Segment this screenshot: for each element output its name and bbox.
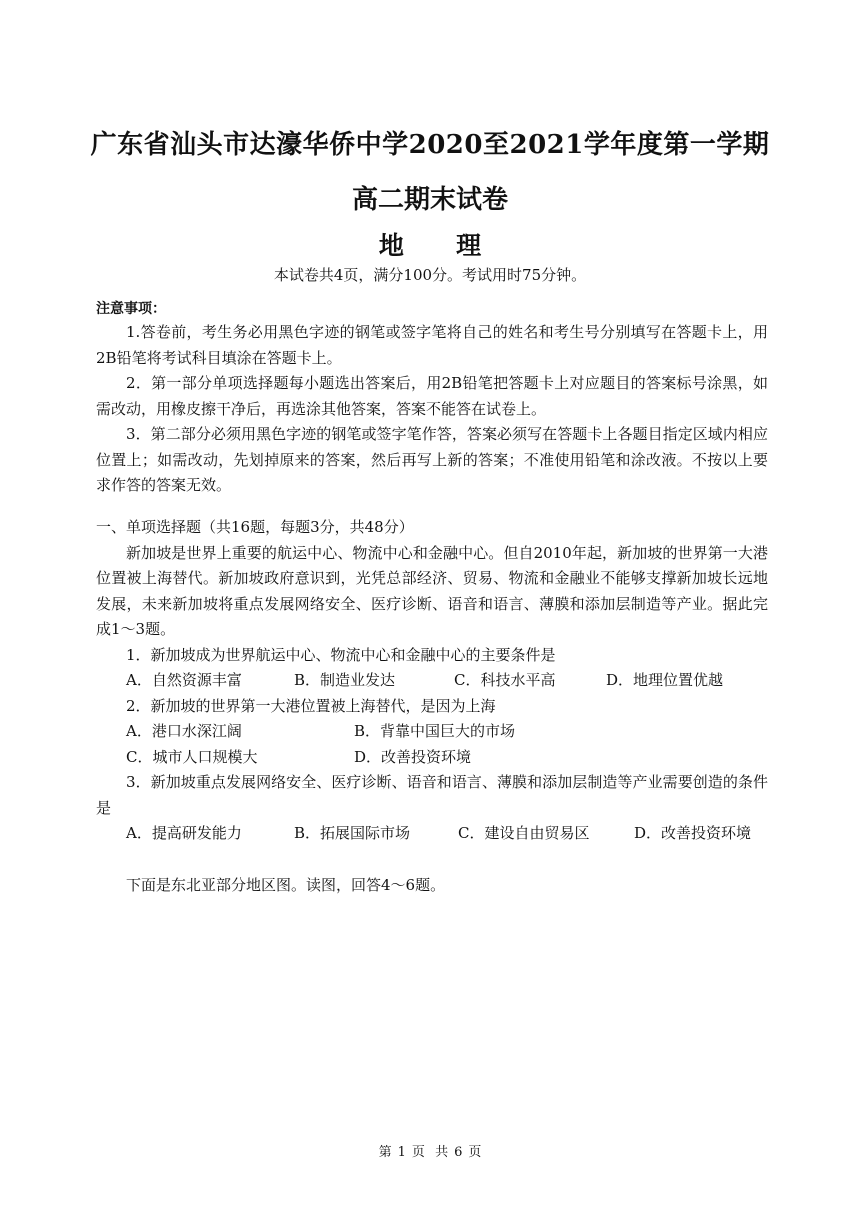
subject-title: 地 理 — [378, 231, 482, 260]
question-1-stem: 1．新加坡成为世界航运中心、物流中心和金融中心的主要条件是 — [126, 645, 556, 664]
page-unit: 页 — [411, 1145, 425, 1160]
option-b: B．背靠中国巨大的市场 — [354, 722, 516, 740]
exam-title: 广东省汕头市达濠华侨中学2020至2021学年度第一学期 — [90, 130, 770, 160]
notes-heading: 注意事项： — [96, 301, 166, 317]
notes-list — [96, 320, 768, 499]
page-footer — [0, 1141, 860, 1160]
question-1-options — [96, 668, 768, 694]
total-label: 共 — [435, 1145, 449, 1160]
option-a: A．港口水深江阔 — [126, 722, 242, 740]
exam-info: 本试卷共4页，满分100分。考试用时75分钟。 — [273, 266, 587, 284]
option-c: C．建设自由贸易区 — [458, 824, 590, 842]
option-c: C．城市人口规模大 — [126, 747, 258, 766]
question-2-options-row1 — [96, 719, 768, 745]
reading-passage: 新加坡是世界上重要的航运中心、物流中心和金融中心。但自2010年起，新加坡的世界第一大港位置被上海替代。新加坡政府意识到，光凭总部经济、贸易、物流和金融业不能够支撑新加坡长远地发展，未来新加坡将重点发展网络安全、医疗诊断、语音和语言、薄膜和添加层制造等产业。据此完成1～3题。 — [96, 543, 768, 638]
section-single-choice — [96, 515, 768, 898]
question-3-stem: 3．新加坡重点发展网络安全、医疗诊断、语音和语言、薄膜和添加层制造等产业需要创造的条件是 — [96, 773, 768, 817]
option-b: B．制造业发达 — [294, 671, 396, 689]
question-2-stem: 2．新加坡的世界第一大港位置被上海替代，是因为上海 — [126, 696, 496, 715]
question-3-options — [96, 821, 768, 847]
option-c: C．科技水平高 — [454, 671, 556, 689]
option-d: D．改善投资环境 — [354, 747, 472, 766]
option-d: D．地理位置优越 — [606, 671, 724, 689]
option-d: D．改善投资环境 — [634, 824, 752, 842]
note-item: 1.答卷前，考生务必用黑色字迹的钢笔或签字笔将自己的姓名和考生号分别填写在答题卡上，用2B铅笔将考试科目填涂在答题卡上。 — [96, 323, 768, 367]
exam-subtitle: 高二期末试卷 — [351, 185, 508, 215]
note-item: 3．第二部分必须用黑色字迹的钢笔或签字笔作答，答案必须写在答题卡上各题目指定区域内相应位置上；如需改动，先划掉原来的答案，然后再写上新的答案；不准使用铅笔和涂改液。不按以上要求作答的答案无效。 — [96, 425, 768, 494]
option-b: B．拓展国际市场 — [294, 824, 411, 842]
option-a: A．自然资源丰富 — [126, 671, 242, 689]
total-unit: 页 — [468, 1145, 482, 1160]
note-item: 2．第一部分单项选择题每小题选出答案后，用2B铅笔把答题卡上对应题目的答案标号涂黑，如需改动，用橡皮擦干净后，再选涂其他答案，答案不能答在试卷上。 — [96, 374, 768, 418]
page-total: 6 — [454, 1145, 463, 1160]
question-2-options-row2 — [96, 745, 768, 771]
page-label: 第 — [378, 1145, 392, 1160]
map-question-intro: 下面是东北亚部分地区图。读图，回答4～6题。 — [126, 875, 446, 894]
page-current: 1 — [397, 1145, 406, 1160]
section-heading: 一、单项选择题（共16题，每题3分，共48分） — [96, 518, 414, 536]
option-a: A．提高研发能力 — [126, 824, 242, 842]
